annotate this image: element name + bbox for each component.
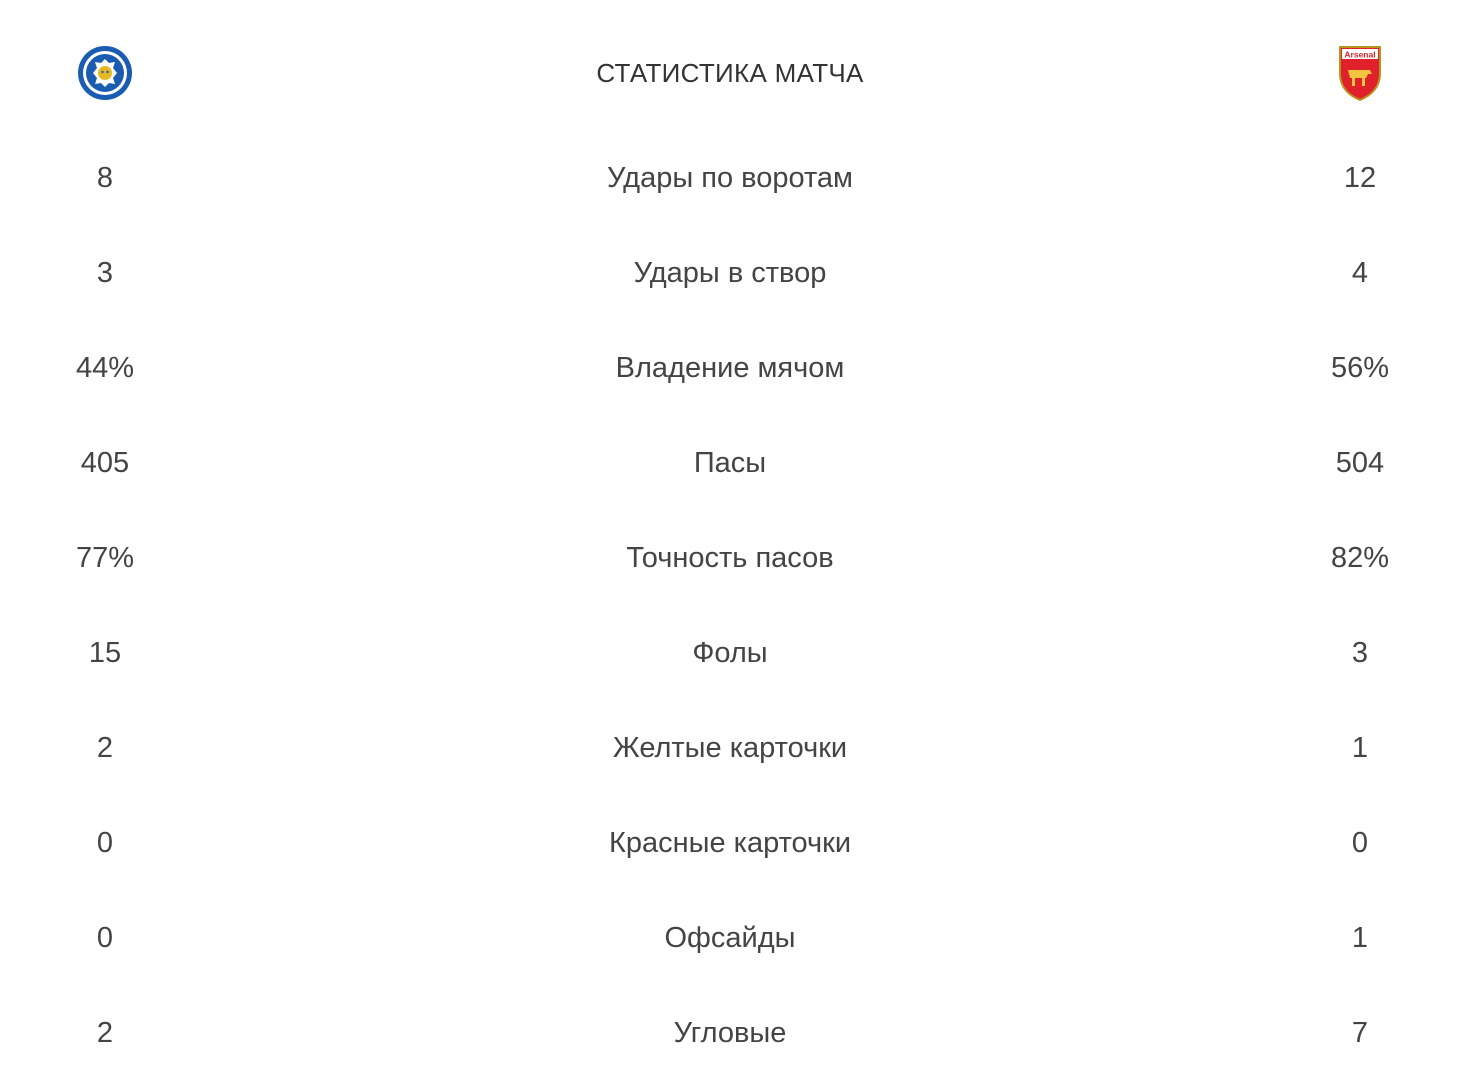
away-value: 12 [1343, 161, 1377, 194]
home-value: 8 [96, 161, 114, 194]
stat-row-possession [0, 338, 1460, 398]
stat-row-shots-on-target [0, 243, 1460, 303]
stat-row-pass-accuracy [0, 528, 1460, 588]
leicester-city-crest-icon [77, 45, 133, 101]
stat-label: Удары в створ [633, 256, 827, 289]
stat-row-shots [0, 148, 1460, 208]
home-value: 2 [96, 731, 114, 764]
away-value: 1 [1351, 921, 1369, 954]
stat-label: Фолы [692, 636, 768, 669]
stat-row-passes [0, 433, 1460, 493]
home-team-crest-cell [45, 43, 165, 103]
away-team-crest-cell [1300, 43, 1420, 103]
home-value: 15 [88, 636, 122, 669]
away-value: 7 [1351, 1016, 1369, 1049]
stat-label: Точность пасов [626, 541, 834, 574]
stat-label: Офсайды [664, 921, 796, 954]
home-value: 3 [96, 256, 114, 289]
stat-row-red-cards [0, 813, 1460, 873]
stat-label: Владение мячом [615, 351, 845, 384]
stat-row-corners [0, 1003, 1460, 1063]
away-value: 56% [1330, 351, 1390, 384]
stats-title: СТАТИСТИКА МАТЧА [596, 57, 864, 88]
away-value: 1 [1351, 731, 1369, 764]
arsenal-crest-icon [1336, 44, 1384, 102]
home-value: 405 [80, 446, 130, 479]
stat-label: Угловые [673, 1016, 787, 1049]
stat-label: Красные карточки [608, 826, 852, 859]
away-value: 0 [1351, 826, 1369, 859]
away-value: 3 [1351, 636, 1369, 669]
stat-label: Удары по воротам [607, 161, 853, 194]
stat-label: Пасы [693, 446, 767, 479]
stat-row-fouls [0, 623, 1460, 683]
away-value: 504 [1335, 446, 1385, 479]
home-value: 2 [96, 1016, 114, 1049]
stat-row-yellow-cards [0, 718, 1460, 778]
home-value: 77% [75, 541, 135, 574]
home-value: 44% [75, 351, 135, 384]
home-value: 0 [96, 826, 114, 859]
arsenal-crest-text: Arsenal [1344, 49, 1376, 60]
stats-header-row [0, 43, 1460, 103]
stat-row-offsides [0, 908, 1460, 968]
away-value: 4 [1351, 256, 1369, 289]
away-value: 82% [1330, 541, 1390, 574]
stat-label: Желтые карточки [612, 731, 848, 764]
home-value: 0 [96, 921, 114, 954]
